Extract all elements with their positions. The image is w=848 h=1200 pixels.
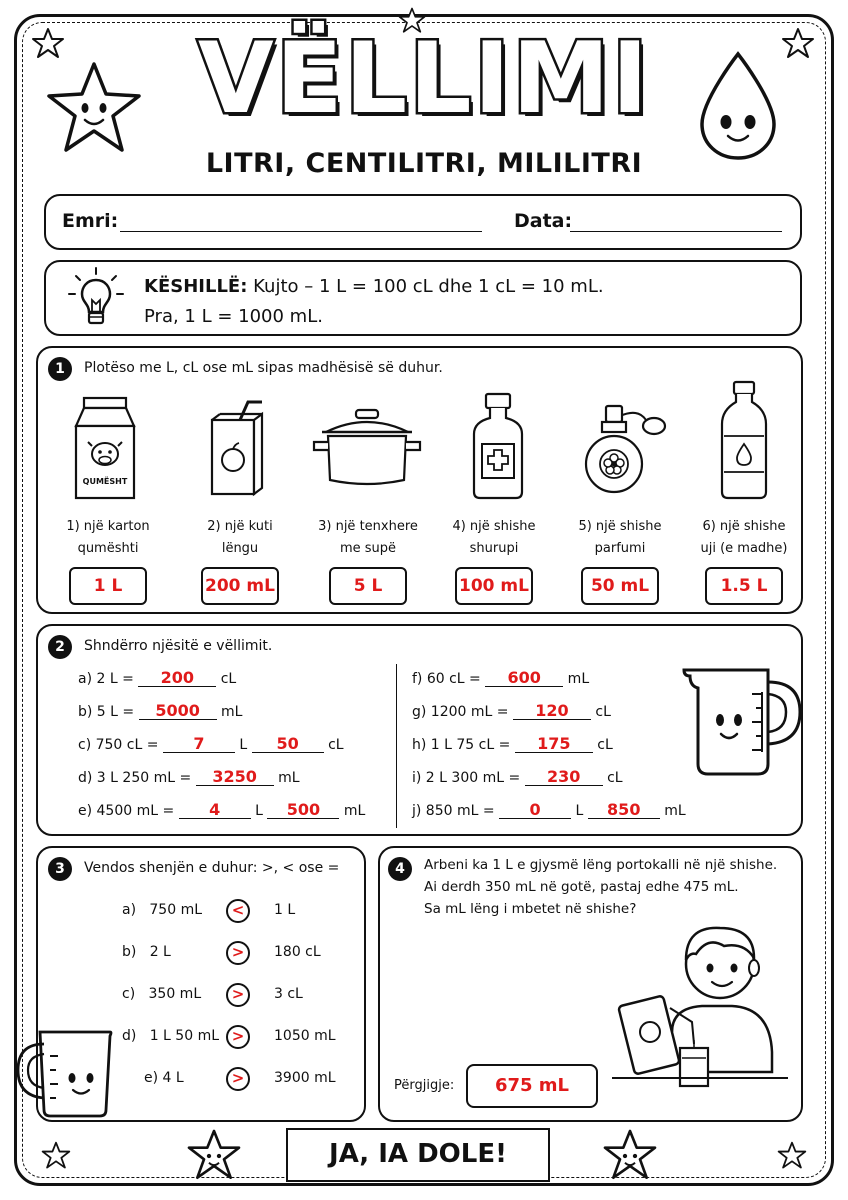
cooking-pot-icon [312, 408, 422, 490]
unit-answer-box[interactable]: 50 mL [581, 567, 659, 605]
tip-label: KËSHILLË: [144, 276, 248, 297]
conversion-row [78, 769, 300, 786]
comparison-right: 180 cL [274, 944, 321, 960]
date-label: Data: [514, 210, 573, 232]
conversion-unit: L [571, 803, 588, 819]
comparison-right: 3900 mL [274, 1070, 336, 1086]
conversion-row [412, 670, 589, 687]
comparison-left: b) 2 L [122, 944, 171, 960]
comparison-sign[interactable]: > [226, 941, 250, 965]
name-label: Emri: [62, 210, 119, 232]
footer-banner: JA, IA DOLE! [286, 1128, 550, 1182]
conversion-unit: cL [602, 770, 623, 786]
exercise-1-number: 1 [48, 357, 72, 381]
conversion-unit: mL [216, 704, 243, 720]
exercise-4-line-3: Sa mL lëng i mbetet në shishe? [424, 901, 637, 917]
conversion-prompt: b) 5 L = [78, 704, 139, 720]
tip-line-1 [144, 272, 784, 302]
conversion-unit: cL [216, 671, 237, 687]
unit-answer-box[interactable]: 5 L [329, 567, 407, 605]
exercise-2-instruction: Shndërro njësitë e vëllimit. [84, 638, 273, 654]
comparison-sign[interactable]: > [226, 1067, 250, 1091]
exercise-4-number: 4 [388, 857, 412, 881]
exercise-3-instruction: Vendos shenjën e duhur: >, < ose = [84, 860, 340, 876]
page-subtitle: LITRI, CENTILITRI, MILILITRI [205, 148, 643, 179]
unit-answer-box[interactable]: 100 mL [455, 567, 533, 605]
name-input-line[interactable] [120, 230, 482, 232]
comparison-left: c) 350 mL [122, 986, 202, 1002]
conversion-prompt: i) 2 L 300 mL = [412, 770, 525, 786]
conversion-unit: mL [659, 803, 686, 819]
comparison-left: d) 1 L 50 mL [122, 1028, 220, 1044]
water-bottle-icon [716, 380, 772, 500]
comparison-left: a) 750 mL [122, 902, 203, 918]
conversion-prompt: j) 850 mL = [412, 803, 500, 819]
unit-answer-box[interactable]: 1 L [69, 567, 147, 605]
conversion-answer[interactable]: 500 [267, 802, 339, 819]
conversion-unit: cL [592, 737, 613, 753]
conversion-answer[interactable]: 0 [499, 802, 571, 819]
syrup-bottle-icon [468, 392, 528, 500]
conversion-row [78, 670, 236, 687]
exercise-3-number: 3 [48, 857, 72, 881]
conversion-prompt: e) 4500 mL = [78, 803, 179, 819]
conversion-unit: cL [323, 737, 344, 753]
conversion-row [412, 769, 623, 786]
conversion-row [412, 802, 686, 819]
item-caption-line2: lëngu [221, 541, 259, 556]
conversion-row [78, 802, 365, 819]
conversion-row [412, 736, 613, 753]
comparison-right: 1050 mL [274, 1028, 336, 1044]
conversion-row [78, 736, 344, 753]
item-caption-line2: me supë [339, 541, 397, 556]
conversion-answer[interactable]: 4 [179, 802, 251, 819]
conversion-unit: cL [590, 704, 611, 720]
exercise-4-line-2: Ai derdh 350 mL në gotë, pastaj edhe 475 mL. [424, 879, 739, 895]
item-caption-line2: parfumi [594, 541, 646, 556]
conversion-answer[interactable]: 120 [513, 703, 591, 720]
tip-line-2: Pra, 1 L = 1000 mL. [144, 306, 323, 327]
conversion-row [412, 703, 611, 720]
measuring-jug-icon [680, 664, 806, 778]
carton-label: QUMËSHT [82, 477, 128, 486]
smiling-star-icon [600, 1126, 660, 1186]
unit-answer-box[interactable]: 1.5 L [705, 567, 783, 605]
conversion-prompt: h) 1 L 75 cL = [412, 737, 515, 753]
conversion-answer[interactable]: 200 [138, 670, 216, 687]
item-caption-line2: qumështi [77, 541, 139, 556]
milk-carton-icon [72, 396, 138, 500]
lightbulb-icon [66, 266, 126, 328]
comparison-sign[interactable]: < [226, 899, 250, 923]
conversion-prompt: a) 2 L = [78, 671, 139, 687]
conversion-unit: mL [339, 803, 366, 819]
juice-box-icon [204, 398, 270, 498]
conversion-answer[interactable]: 50 [252, 736, 324, 753]
conversion-prompt: d) 3 L 250 mL = [78, 770, 196, 786]
unit-answer-box[interactable]: 200 mL [201, 567, 279, 605]
item-caption-line2: shurupi [469, 541, 519, 556]
conversion-answer[interactable]: 175 [515, 736, 593, 753]
measuring-cup-icon [14, 1026, 118, 1120]
star-icon [40, 1140, 72, 1172]
conversion-prompt: g) 1200 mL = [412, 704, 513, 720]
comparison-sign[interactable]: > [226, 983, 250, 1007]
comparison-sign[interactable]: > [226, 1025, 250, 1049]
exercise-1-instruction: Plotëso me L, cL ose mL sipas madhësisë së duhur. [84, 360, 443, 376]
exercise-2-number: 2 [48, 635, 72, 659]
conversion-answer[interactable]: 7 [163, 736, 235, 753]
conversion-unit: mL [563, 671, 590, 687]
date-input-line[interactable] [570, 230, 782, 232]
item-caption-line1: 3) një tenxhere [318, 519, 418, 534]
exercise-4-answer[interactable]: 675 mL [466, 1064, 598, 1108]
page-title: VËLLIMI [197, 22, 651, 136]
conversion-prompt: c) 750 cL = [78, 737, 163, 753]
conversion-row [78, 703, 242, 720]
conversion-answer[interactable]: 230 [525, 769, 603, 786]
smiling-star-icon [184, 1126, 244, 1186]
conversion-unit: L [234, 737, 252, 753]
conversion-answer[interactable]: 3250 [196, 769, 274, 786]
item-caption-line1: 6) një shishe [702, 519, 786, 534]
exercise-4-line-1: Arbeni ka 1 L e gjysmë lëng portokalli në një shishe. [424, 857, 778, 873]
name-date-box [44, 194, 802, 250]
star-icon [776, 1140, 808, 1172]
conversion-answer[interactable]: 600 [485, 670, 563, 687]
comparison-right: 1 L [274, 902, 296, 918]
conversion-answer[interactable]: 850 [588, 802, 660, 819]
conversion-unit: mL [273, 770, 300, 786]
conversion-answer[interactable]: 5000 [139, 703, 217, 720]
item-caption-line1: 2) një kuti [207, 519, 273, 534]
tip-text-1: Kujto – 1 L = 100 cL dhe 1 cL = 10 mL. [253, 276, 604, 297]
item-caption-line2: uji (e madhe) [700, 541, 788, 556]
conversion-prompt: f) 60 cL = [412, 671, 486, 687]
exercise-2-divider [396, 664, 397, 828]
boy-pouring-juice-icon [612, 912, 788, 1092]
item-caption-line1: 5) një shishe [578, 519, 662, 534]
comparison-left: e) 4 L [144, 1070, 184, 1086]
item-caption-line1: 1) një karton [66, 519, 150, 534]
conversion-unit: L [250, 803, 268, 819]
perfume-bottle-icon [584, 402, 668, 496]
comparison-right: 3 cL [274, 986, 303, 1002]
answer-label: Përgjigje: [394, 1078, 455, 1093]
item-caption-line1: 4) një shishe [452, 519, 536, 534]
